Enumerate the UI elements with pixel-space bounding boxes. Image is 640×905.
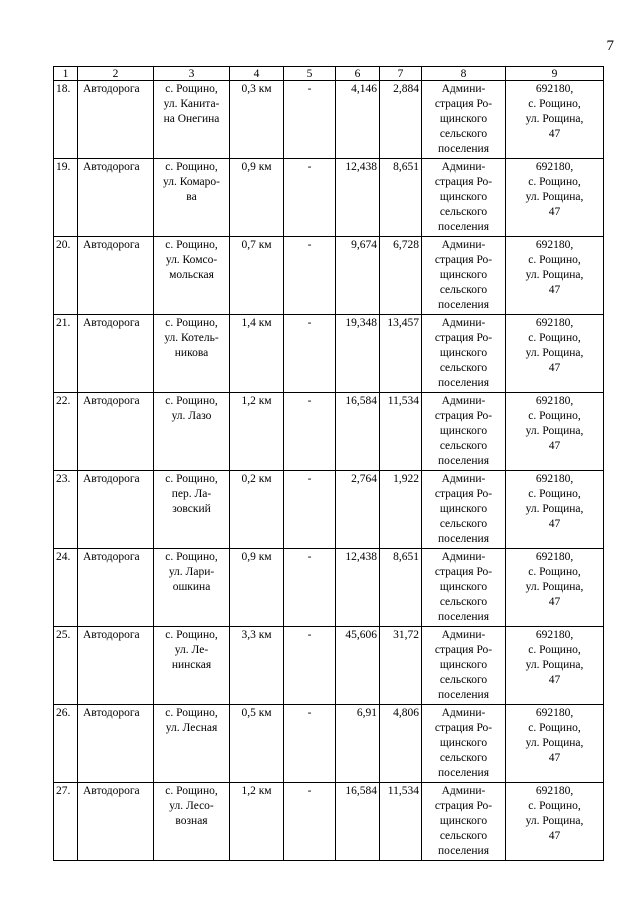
owner-cell-line: страция Ро- [434,410,493,422]
owner-cell-line: щинского [439,425,488,437]
owner-cell-line: Админи- [441,83,486,95]
owner-address-cell-line: 692180, [535,239,574,251]
address-cell-line: мольская [169,269,214,281]
length-cell: 0,5 км [230,705,284,783]
table-row [54,81,604,159]
owner-address-cell-line: 692180, [535,785,574,797]
address-cell-line: с. Рощино, [165,83,218,95]
address-cell-line: с. Рощино, [165,239,218,251]
owner-address-cell-line: 47 [548,206,561,218]
row-number: 25. [54,627,78,705]
owner-cell-line: щинского [439,347,488,359]
owner-cell-line: поселения [438,221,489,233]
owner-cell [422,471,506,549]
column7-cell: 8,651 [380,549,422,627]
column-header: 6 [336,67,380,81]
owner-address-cell [506,627,604,705]
row-number: 26. [54,705,78,783]
owner-address-cell-line: ул. Рощина, [525,503,584,515]
object-type: Автодорога [78,783,154,861]
owner-address-cell-line: ул. Рощина, [525,425,584,437]
column6-cell: 16,584 [336,783,380,861]
table-row [54,393,604,471]
column6-cell: 12,438 [336,159,380,237]
owner-cell-line: страция Ро- [434,254,493,266]
address-cell-line: ошкина [172,581,211,593]
owner-cell-line: поселения [438,845,489,857]
owner-address-cell-line: 692180, [535,551,574,563]
owner-cell-line: поселения [438,611,489,623]
owner-address-cell-line: 47 [548,752,561,764]
owner-address-cell [506,783,604,861]
owner-cell-line: сельского [439,518,488,530]
column7-cell: 4,806 [380,705,422,783]
owner-address-cell [506,237,604,315]
address-cell-line: никова [174,347,209,359]
owner-cell-line: Админи- [441,551,486,563]
address-cell-line: ул. Котель- [164,332,219,344]
owner-cell-line: страция Ро- [434,176,493,188]
owner-cell-line: сельского [439,440,488,452]
owner-cell-line: Админи- [441,707,486,719]
roads-table [53,66,604,861]
owner-address-cell [506,81,604,159]
owner-cell [422,393,506,471]
table-row [54,549,604,627]
owner-cell-line: Админи- [441,239,486,251]
owner-address-cell [506,315,604,393]
owner-address-cell-line: 47 [548,674,561,686]
address-cell-line: с. Рощино, [165,785,218,797]
length-cell: 3,3 км [230,627,284,705]
column5-cell: - [284,471,336,549]
column-header: 3 [154,67,230,81]
address-cell-line: ул. Комсо- [165,254,218,266]
column5-cell: - [284,393,336,471]
owner-address-cell-line: с. Рощино, [528,800,581,812]
column-header: 9 [506,67,604,81]
column-header: 2 [78,67,154,81]
owner-address-cell-line: 47 [548,830,561,842]
row-number: 27. [54,783,78,861]
address-cell-line: с. Рощино, [165,707,218,719]
table-row [54,471,604,549]
owner-cell-line: страция Ро- [434,722,493,734]
column5-cell: - [284,627,336,705]
address-cell [154,627,230,705]
owner-cell [422,81,506,159]
address-cell-line: ул. Канита- [163,98,220,110]
owner-cell-line: поселения [438,533,489,545]
length-cell: 0,3 км [230,81,284,159]
owner-address-cell-line: с. Рощино, [528,722,581,734]
owner-address-cell [506,471,604,549]
column7-cell: 13,457 [380,315,422,393]
owner-address-cell-line: 692180, [535,317,574,329]
address-cell [154,315,230,393]
column6-cell: 45,606 [336,627,380,705]
object-type: Автодорога [78,705,154,783]
table-row [54,237,604,315]
column6-cell: 4,146 [336,81,380,159]
table-row [54,783,604,861]
owner-address-cell [506,705,604,783]
address-cell-line: возная [175,815,208,827]
owner-cell-line: страция Ро- [434,488,493,500]
owner-cell-line: поселения [438,767,489,779]
owner-address-cell-line: 47 [548,518,561,530]
column7-cell: 1,922 [380,471,422,549]
owner-cell-line: страция Ро- [434,644,493,656]
row-number: 19. [54,159,78,237]
owner-address-cell-line: с. Рощино, [528,254,581,266]
address-cell-line: с. Рощино, [165,473,218,485]
length-cell: 1,2 км [230,393,284,471]
owner-cell-line: поселения [438,377,489,389]
object-type: Автодорога [78,81,154,159]
owner-cell-line: щинского [439,269,488,281]
column5-cell: - [284,159,336,237]
owner-cell-line: Админи- [441,473,486,485]
owner-cell-line: поселения [438,143,489,155]
column5-cell: - [284,783,336,861]
owner-address-cell-line: ул. Рощина, [525,581,584,593]
length-cell: 0,9 км [230,159,284,237]
object-type: Автодорога [78,471,154,549]
owner-cell [422,783,506,861]
column-header: 5 [284,67,336,81]
owner-address-cell-line: ул. Рощина, [525,347,584,359]
column5-cell: - [284,549,336,627]
owner-cell-line: сельского [439,752,488,764]
owner-address-cell-line: ул. Рощина, [525,269,584,281]
owner-cell-line: поселения [438,455,489,467]
owner-address-cell-line: 47 [548,596,561,608]
owner-cell [422,237,506,315]
owner-address-cell-line: с. Рощино, [528,488,581,500]
object-type: Автодорога [78,627,154,705]
object-type: Автодорога [78,315,154,393]
owner-address-cell [506,549,604,627]
column7-cell: 31,72 [380,627,422,705]
owner-address-cell-line: с. Рощино, [528,176,581,188]
owner-cell-line: щинского [439,113,488,125]
owner-address-cell-line: 692180, [535,395,574,407]
row-number: 22. [54,393,78,471]
page-number: 7 [606,38,614,54]
address-cell-line: с. Рощино, [165,317,218,329]
table-row [54,159,604,237]
table-row [54,627,604,705]
length-cell: 1,4 км [230,315,284,393]
column5-cell: - [284,315,336,393]
address-cell [154,549,230,627]
address-cell-line: пер. Ла- [171,488,212,500]
row-number: 24. [54,549,78,627]
address-cell [154,393,230,471]
column7-cell: 11,534 [380,393,422,471]
address-cell [154,783,230,861]
address-cell-line: ва [186,191,197,203]
column6-cell: 16,584 [336,393,380,471]
row-number: 20. [54,237,78,315]
column6-cell: 9,674 [336,237,380,315]
object-type: Автодорога [78,393,154,471]
owner-cell-line: щинского [439,659,488,671]
owner-address-cell-line: с. Рощино, [528,410,581,422]
owner-cell-line: Админи- [441,785,486,797]
address-cell [154,159,230,237]
length-cell: 0,7 км [230,237,284,315]
column7-cell: 11,534 [380,783,422,861]
owner-cell-line: сельского [439,674,488,686]
owner-cell-line: щинского [439,581,488,593]
column5-cell: - [284,705,336,783]
address-cell-line: ул. Лазо [171,410,212,422]
owner-cell-line: страция Ро- [434,800,493,812]
column5-cell: - [284,237,336,315]
owner-address-cell-line: ул. Рощина, [525,737,584,749]
owner-address-cell [506,393,604,471]
owner-cell-line: щинского [439,737,488,749]
object-type: Автодорога [78,237,154,315]
owner-address-cell-line: 692180, [535,707,574,719]
owner-cell-line: сельского [439,362,488,374]
owner-address-cell-line: ул. Рощина, [525,113,584,125]
column6-cell: 6,91 [336,705,380,783]
table-row [54,705,604,783]
column5-cell: - [284,81,336,159]
column7-cell: 6,728 [380,237,422,315]
owner-cell-line: щинского [439,503,488,515]
owner-cell [422,627,506,705]
owner-cell-line: страция Ро- [434,98,493,110]
owner-cell-line: Админи- [441,317,486,329]
owner-address-cell-line: 692180, [535,161,574,173]
column6-cell: 12,438 [336,549,380,627]
table-header-row [54,67,604,81]
column7-cell: 2,884 [380,81,422,159]
owner-cell-line: страция Ро- [434,566,493,578]
row-number: 23. [54,471,78,549]
owner-address-cell-line: ул. Рощина, [525,659,584,671]
address-cell-line: ул. Комаро- [163,176,220,188]
column-header: 7 [380,67,422,81]
owner-address-cell-line: 692180, [535,83,574,95]
owner-cell [422,549,506,627]
address-cell [154,81,230,159]
owner-address-cell-line: 692180, [535,473,574,485]
address-cell [154,471,230,549]
owner-address-cell [506,159,604,237]
owner-address-cell-line: ул. Рощина, [525,815,584,827]
address-cell [154,237,230,315]
address-cell-line: с. Рощино, [165,629,218,641]
owner-cell-line: сельского [439,284,488,296]
address-cell-line: ул. Лесо- [169,800,214,812]
owner-address-cell-line: 47 [548,128,561,140]
owner-address-cell-line: 692180, [535,629,574,641]
owner-cell-line: щинского [439,191,488,203]
length-cell: 0,2 км [230,471,284,549]
address-cell-line: ул. Ле- [174,644,209,656]
owner-address-cell-line: 47 [548,284,561,296]
column-header: 4 [230,67,284,81]
owner-cell [422,159,506,237]
object-type: Автодорога [78,549,154,627]
address-cell-line: с. Рощино, [165,395,218,407]
length-cell: 0,9 км [230,549,284,627]
address-cell-line: зовский [172,503,211,515]
owner-address-cell-line: ул. Рощина, [525,191,584,203]
length-cell: 1,2 км [230,783,284,861]
column-header: 8 [422,67,506,81]
owner-cell-line: сельского [439,830,488,842]
column7-cell: 8,651 [380,159,422,237]
owner-cell-line: Админи- [441,161,486,173]
owner-cell-line: сельского [439,596,488,608]
address-cell-line: с. Рощино, [165,551,218,563]
owner-address-cell-line: 47 [548,440,561,452]
owner-cell-line: сельского [439,206,488,218]
column6-cell: 2,764 [336,471,380,549]
owner-address-cell-line: с. Рощино, [528,332,581,344]
table-row [54,315,604,393]
address-cell-line: нинская [171,659,212,671]
address-cell [154,705,230,783]
column6-cell: 19,348 [336,315,380,393]
owner-address-cell-line: с. Рощино, [528,566,581,578]
owner-cell-line: сельского [439,128,488,140]
owner-cell-line: поселения [438,689,489,701]
owner-address-cell-line: с. Рощино, [528,98,581,110]
address-cell-line: с. Рощино, [165,161,218,173]
owner-cell-line: страция Ро- [434,332,493,344]
object-type: Автодорога [78,159,154,237]
column-header: 1 [54,67,78,81]
row-number: 18. [54,81,78,159]
owner-cell-line: поселения [438,299,489,311]
owner-cell [422,705,506,783]
owner-address-cell-line: с. Рощино, [528,644,581,656]
owner-address-cell-line: 47 [548,362,561,374]
row-number: 21. [54,315,78,393]
address-cell-line: ул. Лари- [168,566,215,578]
owner-cell-line: Админи- [441,629,486,641]
owner-cell-line: щинского [439,815,488,827]
owner-cell [422,315,506,393]
address-cell-line: ул. Лесная [165,722,218,734]
address-cell-line: на Онегина [163,113,220,125]
owner-cell-line: Админи- [441,395,486,407]
